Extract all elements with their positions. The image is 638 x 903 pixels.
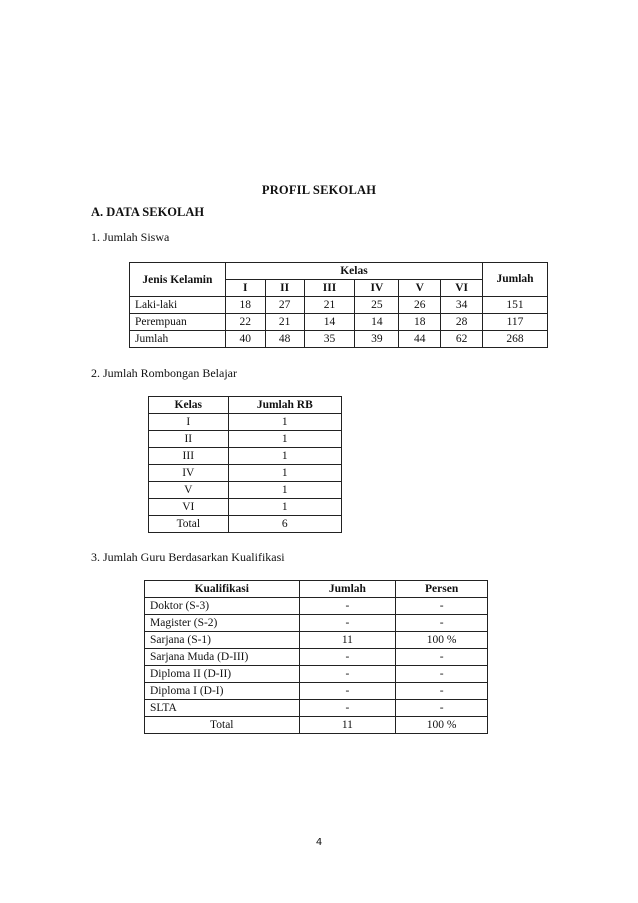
table-row xyxy=(145,615,488,632)
cell: IV xyxy=(149,465,229,482)
student-count-table xyxy=(129,262,548,348)
row-total: 268 xyxy=(483,331,548,348)
total-label: Total xyxy=(145,717,300,734)
cell: - xyxy=(396,683,488,700)
row-label: Magister (S-2) xyxy=(145,615,300,632)
cell: - xyxy=(396,615,488,632)
cell: 11 xyxy=(299,632,396,649)
table-row xyxy=(149,516,342,533)
table-row xyxy=(130,297,548,314)
total-jumlah: 11 xyxy=(299,717,396,734)
cell: Total xyxy=(149,516,229,533)
table-row xyxy=(145,683,488,700)
header-class: V xyxy=(399,280,441,297)
row-total: 117 xyxy=(483,314,548,331)
cell: 1 xyxy=(228,448,341,465)
cell: 44 xyxy=(399,331,441,348)
header-jumlah: Jumlah xyxy=(299,581,396,598)
cell: 18 xyxy=(399,314,441,331)
header-jumlah-rb: Jumlah RB xyxy=(228,397,341,414)
page-number: 4 xyxy=(315,837,323,848)
total-persen: 100 % xyxy=(396,717,488,734)
header-persen: Persen xyxy=(396,581,488,598)
header-class: II xyxy=(265,280,304,297)
header-class: VI xyxy=(441,280,483,297)
cell: 100 % xyxy=(396,632,488,649)
table-row xyxy=(130,314,548,331)
cell: 1 xyxy=(228,431,341,448)
table-row xyxy=(149,465,342,482)
cell: - xyxy=(299,649,396,666)
row-label: Sarjana (S-1) xyxy=(145,632,300,649)
cell: 48 xyxy=(265,331,304,348)
cell: III xyxy=(149,448,229,465)
cell: 35 xyxy=(304,331,355,348)
page-title: PROFIL SEKOLAH xyxy=(261,183,377,197)
teacher-qualification-table xyxy=(144,580,488,734)
table-row xyxy=(145,666,488,683)
row-label: Sarjana Muda (D-III) xyxy=(145,649,300,666)
cell: VI xyxy=(149,499,229,516)
cell: 26 xyxy=(399,297,441,314)
row-label: Diploma I (D-I) xyxy=(145,683,300,700)
cell: - xyxy=(396,598,488,615)
header-kelas: Kelas xyxy=(149,397,229,414)
table-row xyxy=(145,700,488,717)
cell: - xyxy=(299,700,396,717)
cell: 1 xyxy=(228,482,341,499)
cell: 28 xyxy=(441,314,483,331)
guru-heading: 3. Jumlah Guru Berdasarkan Kualifikasi xyxy=(91,550,285,564)
row-label: Jumlah xyxy=(130,331,226,348)
table-row xyxy=(149,499,342,516)
cell: - xyxy=(299,598,396,615)
cell: 34 xyxy=(441,297,483,314)
header-class: III xyxy=(304,280,355,297)
table-row xyxy=(145,632,488,649)
table-row xyxy=(149,482,342,499)
table-row xyxy=(149,448,342,465)
cell: 62 xyxy=(441,331,483,348)
row-label: Diploma II (D-II) xyxy=(145,666,300,683)
cell: 1 xyxy=(228,499,341,516)
rombel-heading: 2. Jumlah Rombongan Belajar xyxy=(91,366,237,380)
cell: 22 xyxy=(225,314,265,331)
header-class: IV xyxy=(355,280,399,297)
header-gender: Jenis Kelamin xyxy=(130,263,226,297)
section-a-heading: A. DATA SEKOLAH xyxy=(91,205,205,219)
row-label: Perempuan xyxy=(130,314,226,331)
cell: - xyxy=(396,649,488,666)
header-kualifikasi: Kualifikasi xyxy=(145,581,300,598)
rombel-table xyxy=(148,396,342,533)
cell: II xyxy=(149,431,229,448)
header-jumlah: Jumlah xyxy=(483,263,548,297)
cell: - xyxy=(299,615,396,632)
table-row xyxy=(149,431,342,448)
table-row xyxy=(130,331,548,348)
cell: I xyxy=(149,414,229,431)
cell: 39 xyxy=(355,331,399,348)
cell: 21 xyxy=(304,297,355,314)
cell: 27 xyxy=(265,297,304,314)
cell: - xyxy=(396,700,488,717)
row-label: Laki-laki xyxy=(130,297,226,314)
table-row xyxy=(145,598,488,615)
table-row xyxy=(145,649,488,666)
cell: 14 xyxy=(304,314,355,331)
table-row-total xyxy=(145,717,488,734)
cell: V xyxy=(149,482,229,499)
cell: 1 xyxy=(228,414,341,431)
header-class: I xyxy=(225,280,265,297)
cell: 21 xyxy=(265,314,304,331)
row-label: SLTA xyxy=(145,700,300,717)
cell: 1 xyxy=(228,465,341,482)
table-row xyxy=(149,414,342,431)
cell: 25 xyxy=(355,297,399,314)
cell: - xyxy=(299,666,396,683)
cell: 40 xyxy=(225,331,265,348)
cell: - xyxy=(396,666,488,683)
cell: 6 xyxy=(228,516,341,533)
cell: - xyxy=(299,683,396,700)
header-kelas: Kelas xyxy=(225,263,482,280)
cell: 18 xyxy=(225,297,265,314)
row-label: Doktor (S-3) xyxy=(145,598,300,615)
cell: 14 xyxy=(355,314,399,331)
siswa-heading: 1. Jumlah Siswa xyxy=(91,230,170,244)
row-total: 151 xyxy=(483,297,548,314)
